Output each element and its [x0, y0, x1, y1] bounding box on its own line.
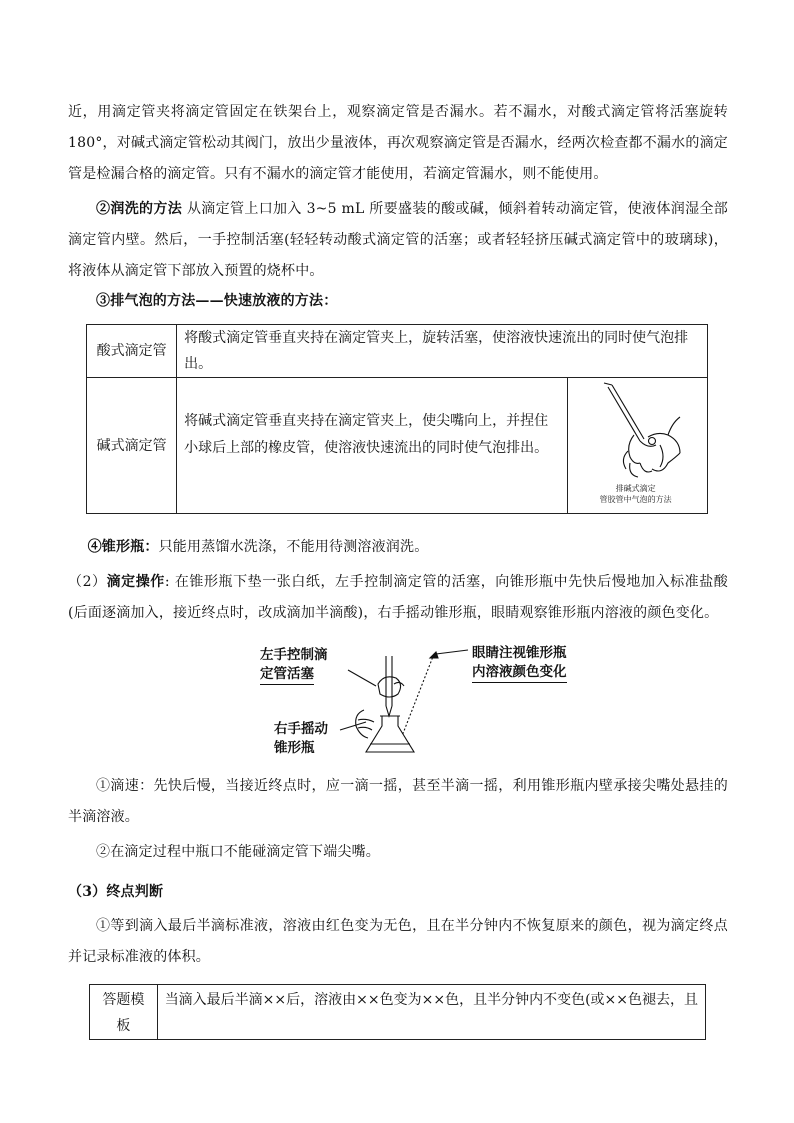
- endpoint-heading: （3）终点判断: [68, 884, 164, 900]
- speed-paragraph: [68, 771, 728, 833]
- table-row-base: [87, 378, 708, 514]
- endpoint-paragraph: [68, 911, 728, 973]
- flask-heading: ④锥形瓶：: [87, 539, 159, 555]
- mouth-text: ②在滴定过程中瓶口不能碰滴定管下端尖嘴。: [96, 844, 380, 860]
- base-burette-figure-cell: [567, 378, 707, 514]
- figure-caption-line-2: 管胶管中气泡的方法: [599, 494, 672, 504]
- bubble-heading: ③排气泡的方法——快速放液的方法：: [96, 293, 338, 309]
- flask-paragraph: [68, 532, 728, 563]
- flask-text: 只能用蒸馏水洗涤，不能用待测溶液润洗。: [158, 539, 429, 555]
- endpoint-text: ①等到滴入最后半滴标准液，溶液由红色变为无色，且在半分钟内不恢复原来的颜色，视为滴定终点并记录标准液的体积。: [68, 918, 728, 965]
- endpoint-heading-paragraph: [68, 877, 728, 908]
- bubble-heading-paragraph: [68, 286, 728, 317]
- template-label-cell: 答题模板: [90, 985, 158, 1040]
- speed-text: ①滴速：先快后慢，当接近终点时，应一滴一摇，甚至半滴一摇，利用锥形瓶内壁承接尖嘴处悬挂的半滴溶液。: [68, 778, 728, 825]
- template-row: [90, 985, 706, 1040]
- titration-illustration: [254, 640, 574, 760]
- leak-check-text: 近，用滴定管夹将滴定管固定在铁架台上，观察滴定管是否漏水。若不漏水，对酸式滴定管将活塞旋转180°，对碱式滴定管松动其阀门，放出少量液体，再次观察滴定管是否漏水，经两次检查都不漏水的滴定管是检漏合格的滴定管。只有不漏水的滴定管才能使用，若滴定管漏水，则不能使用。: [68, 104, 728, 182]
- rinse-heading: ②润洗的方法: [96, 201, 183, 217]
- titration-figure: [254, 640, 574, 760]
- right-hand-label-line-2: 锥形瓶: [274, 740, 315, 756]
- acid-burette-cell: 酸式滴定管: [87, 325, 177, 378]
- figure-caption: [568, 483, 704, 505]
- operation-paragraph: [68, 567, 728, 629]
- operation-text: 在锥形瓶下垫一张白纸，左手控制滴定管的活塞，向锥形瓶中先快后慢地加入标准盐酸(后面逐滴加入，接近终点时，改成滴加半滴酸)，右手摇动锥形瓶，眼睛观察锥形瓶内溶液的颜色变化。: [68, 574, 728, 621]
- operation-heading: 滴定操作: [106, 574, 165, 590]
- operation-colon: :: [164, 574, 170, 590]
- left-hand-label-line-2: 定管活塞: [260, 665, 314, 685]
- bubble-method-table: [86, 324, 708, 514]
- template-text-cell: 当滴入最后半滴××后，溶液由××色变为××色，且半分钟内不变色(或××色褪去，且: [157, 985, 705, 1040]
- table-row-acid: [87, 325, 708, 378]
- base-burette-cell: 碱式滴定管: [87, 378, 177, 514]
- rinse-paragraph: [68, 194, 728, 287]
- right-hand-label-line-1: 右手摇动: [274, 721, 328, 737]
- rinse-text: 从滴定管上口加入 3~5 mL 所要盛装的酸或碱，倾斜着转动滴定管，使液体润湿全部滴定管内壁。然后，一手控制活塞(轻轻转动酸式滴定管的活塞；或者轻轻挤压碱式滴定管中的玻璃球)，将液体从滴定管下部放入预置的烧杯中。: [68, 201, 728, 279]
- leak-check-paragraph: [68, 97, 728, 190]
- base-burette-desc: 将碱式滴定管垂直夹持在滴定管夹上，使尖嘴向上，并捏住小球后上部的橡皮管，使溶液快速流出的同时使气泡排出。: [177, 378, 567, 514]
- operation-prefix: （2）: [68, 574, 107, 590]
- figure-caption-line-1: 排碱式滴定: [615, 483, 656, 493]
- bubble-figure: [568, 379, 704, 513]
- answer-template-table: [89, 984, 706, 1040]
- acid-burette-desc: 将酸式滴定管垂直夹持在滴定管夹上，旋转活塞，使溶液快速流出的同时使气泡排出。: [177, 325, 708, 378]
- eye-label-line-1: 眼睛注视锥形瓶: [472, 645, 567, 661]
- hand-squeezing-tube-illustration: [568, 379, 704, 489]
- mouth-paragraph: [68, 837, 728, 868]
- eye-label-line-2: 内溶液颜色变化: [472, 663, 567, 683]
- left-hand-label-line-1: 左手控制滴: [260, 647, 328, 663]
